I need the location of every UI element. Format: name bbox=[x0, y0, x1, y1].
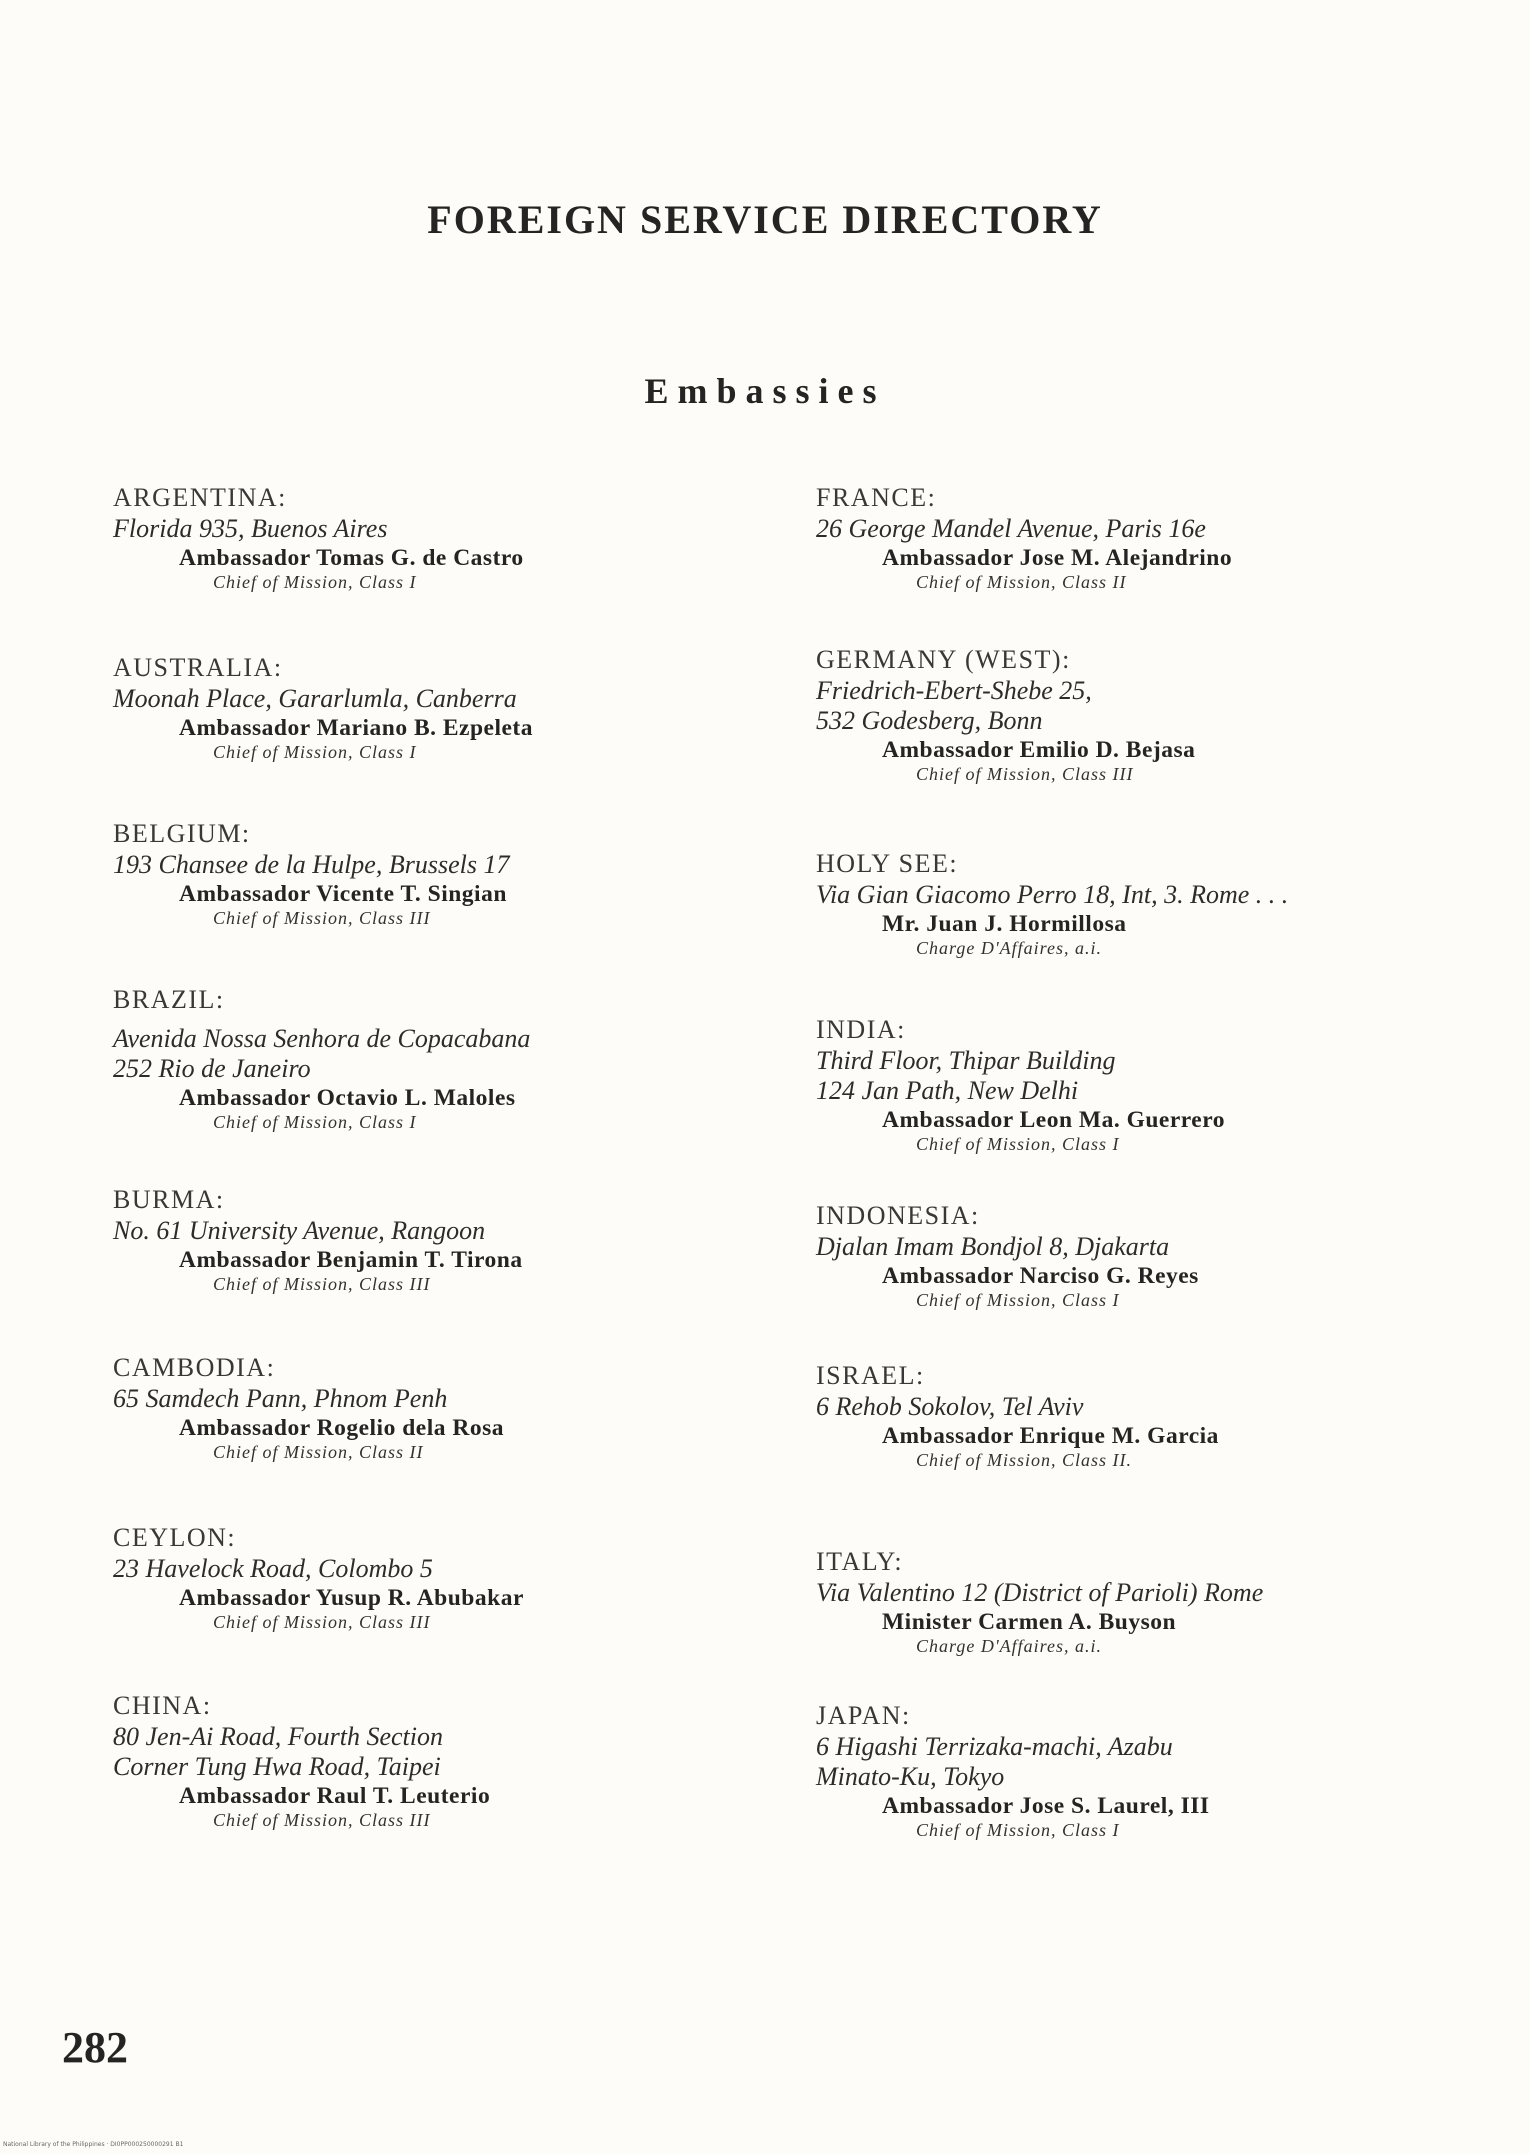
country-name: INDONESIA: bbox=[816, 1201, 980, 1230]
envoy-name: Ambassador Emilio D. Bejasa bbox=[882, 737, 1196, 763]
country-name: HOLY SEE: bbox=[816, 849, 959, 878]
country-name: BELGIUM: bbox=[113, 819, 251, 848]
envoy-role: Charge D'Affaires, a.i. bbox=[916, 1636, 1103, 1656]
page-number: 282 bbox=[62, 2023, 128, 2072]
country-name: ITALY: bbox=[816, 1547, 904, 1576]
country-name: FRANCE: bbox=[816, 483, 937, 512]
embassy-entry-holy-see bbox=[816, 848, 1456, 958]
envoy-name: Mr. Juan J. Hormillosa bbox=[882, 911, 1127, 937]
embassy-entry-cambodia bbox=[113, 1352, 713, 1462]
address-line: No. 61 University Avenue, Rangoon bbox=[113, 1216, 486, 1245]
country-name: CEYLON: bbox=[113, 1523, 237, 1552]
address-line: 80 Jen-Ai Road, Fourth Section bbox=[113, 1722, 443, 1751]
embassy-entry-indonesia bbox=[816, 1200, 1456, 1310]
embassy-entry-ceylon bbox=[113, 1522, 713, 1632]
envoy-role: Chief of Mission, Class I bbox=[213, 742, 417, 762]
country-name: ISRAEL: bbox=[816, 1361, 925, 1390]
address-line: 6 Rehob Sokolov, Tel Aviv bbox=[816, 1392, 1084, 1421]
envoy-name: Ambassador Yusup R. Abubakar bbox=[179, 1585, 524, 1611]
address-line: 532 Godesberg, Bonn bbox=[816, 706, 1043, 735]
envoy-role: Chief of Mission, Class III bbox=[213, 1612, 431, 1632]
embassy-entry-burma bbox=[113, 1184, 713, 1294]
address-line: Avenida Nossa Senhora de Copacabana bbox=[113, 1024, 531, 1053]
address-line: 193 Chansee de la Hulpe, Brussels 17 bbox=[113, 850, 510, 879]
envoy-name: Ambassador Benjamin T. Tirona bbox=[179, 1247, 523, 1273]
country-name: BRAZIL: bbox=[113, 985, 225, 1014]
address-line: 26 George Mandel Avenue, Paris 16e bbox=[816, 514, 1206, 543]
envoy-name: Minister Carmen A. Buyson bbox=[882, 1609, 1177, 1635]
address-line: Minato-Ku, Tokyo bbox=[816, 1762, 1005, 1791]
address-line: 124 Jan Path, New Delhi bbox=[816, 1076, 1079, 1105]
embassy-entry-israel bbox=[816, 1360, 1456, 1470]
envoy-role: Chief of Mission, Class I bbox=[916, 1290, 1120, 1310]
address-line: Moonah Place, Gararlumla, Canberra bbox=[113, 684, 517, 713]
country-name: CHINA: bbox=[113, 1691, 212, 1720]
envoy-role: Chief of Mission, Class III bbox=[213, 1274, 431, 1294]
envoy-name: Ambassador Enrique M. Garcia bbox=[882, 1423, 1219, 1449]
envoy-name: Ambassador Vicente T. Singian bbox=[179, 881, 507, 907]
envoy-role: Chief of Mission, Class II bbox=[213, 1442, 424, 1462]
envoy-name: Ambassador Tomas G. de Castro bbox=[179, 545, 524, 571]
address-line: Djalan Imam Bondjol 8, Djakarta bbox=[816, 1232, 1170, 1261]
envoy-role: Charge D'Affaires, a.i. bbox=[916, 938, 1103, 958]
embassy-entry-france bbox=[816, 482, 1456, 592]
country-name: INDIA: bbox=[816, 1015, 906, 1044]
envoy-role: Chief of Mission, Class I bbox=[213, 1112, 417, 1132]
country-name: ARGENTINA: bbox=[113, 483, 287, 512]
address-line: Friedrich-Ebert-Shebe 25, bbox=[816, 676, 1092, 705]
envoy-role: Chief of Mission, Class III bbox=[213, 1810, 431, 1830]
envoy-role: Chief of Mission, Class II bbox=[916, 572, 1127, 592]
embassy-entry-argentina bbox=[113, 482, 713, 592]
envoy-name: Ambassador Raul T. Leuterio bbox=[179, 1783, 491, 1809]
envoy-role: Chief of Mission, Class I bbox=[916, 1820, 1120, 1840]
page-title: FOREIGN SERVICE DIRECTORY bbox=[427, 197, 1103, 242]
envoy-name: Ambassador Octavio L. Maloles bbox=[179, 1085, 516, 1111]
address-line: Via Gian Giacomo Perro 18, Int, 3. Rome . . . bbox=[816, 880, 1289, 909]
country-name: JAPAN: bbox=[816, 1701, 911, 1730]
address-line: 252 Rio de Janeiro bbox=[113, 1054, 311, 1083]
country-name: BURMA: bbox=[113, 1185, 225, 1214]
address-line: 65 Samdech Pann, Phnom Penh bbox=[113, 1384, 448, 1413]
footer-note: National Library of the Philippines · DI0PP000250000291 B1 bbox=[3, 2141, 184, 2148]
embassy-entry-italy bbox=[816, 1546, 1456, 1656]
envoy-role: Chief of Mission, Class III bbox=[916, 764, 1134, 784]
country-name: GERMANY (WEST): bbox=[816, 645, 1071, 674]
address-line: 6 Higashi Terrizaka-machi, Azabu bbox=[816, 1732, 1173, 1761]
address-line: Florida 935, Buenos Aires bbox=[113, 514, 388, 543]
address-line: Via Valentino 12 (District of Parioli) Rome bbox=[816, 1578, 1264, 1607]
envoy-name: Ambassador Jose M. Alejandrino bbox=[882, 545, 1233, 571]
embassy-entry-australia bbox=[113, 652, 713, 762]
embassy-entry-belgium bbox=[113, 818, 713, 928]
section-title: Embassies bbox=[644, 371, 886, 411]
country-name: AUSTRALIA: bbox=[113, 653, 283, 682]
address-line: 23 Havelock Road, Colombo 5 bbox=[113, 1554, 433, 1583]
envoy-name: Ambassador Mariano B. Ezpeleta bbox=[179, 715, 534, 741]
country-name: CAMBODIA: bbox=[113, 1353, 276, 1382]
envoy-role: Chief of Mission, Class III bbox=[213, 908, 431, 928]
envoy-role: Chief of Mission, Class I bbox=[916, 1134, 1120, 1154]
envoy-name: Ambassador Jose S. Laurel, III bbox=[882, 1793, 1210, 1819]
envoy-name: Ambassador Rogelio dela Rosa bbox=[179, 1415, 504, 1441]
envoy-name: Ambassador Leon Ma. Guerrero bbox=[882, 1107, 1225, 1133]
envoy-role: Chief of Mission, Class I bbox=[213, 572, 417, 592]
embassy-entry-japan bbox=[816, 1700, 1456, 1840]
envoy-role: Chief of Mission, Class II. bbox=[916, 1450, 1133, 1470]
envoy-name: Ambassador Narciso G. Reyes bbox=[882, 1263, 1199, 1289]
embassy-entry-china bbox=[113, 1690, 713, 1830]
embassy-entry-brazil bbox=[113, 984, 713, 1132]
address-line: Corner Tung Hwa Road, Taipei bbox=[113, 1752, 441, 1781]
address-line: Third Floor, Thipar Building bbox=[816, 1046, 1116, 1075]
embassy-entry-germany-west bbox=[816, 644, 1456, 784]
embassy-entry-india bbox=[816, 1014, 1456, 1154]
